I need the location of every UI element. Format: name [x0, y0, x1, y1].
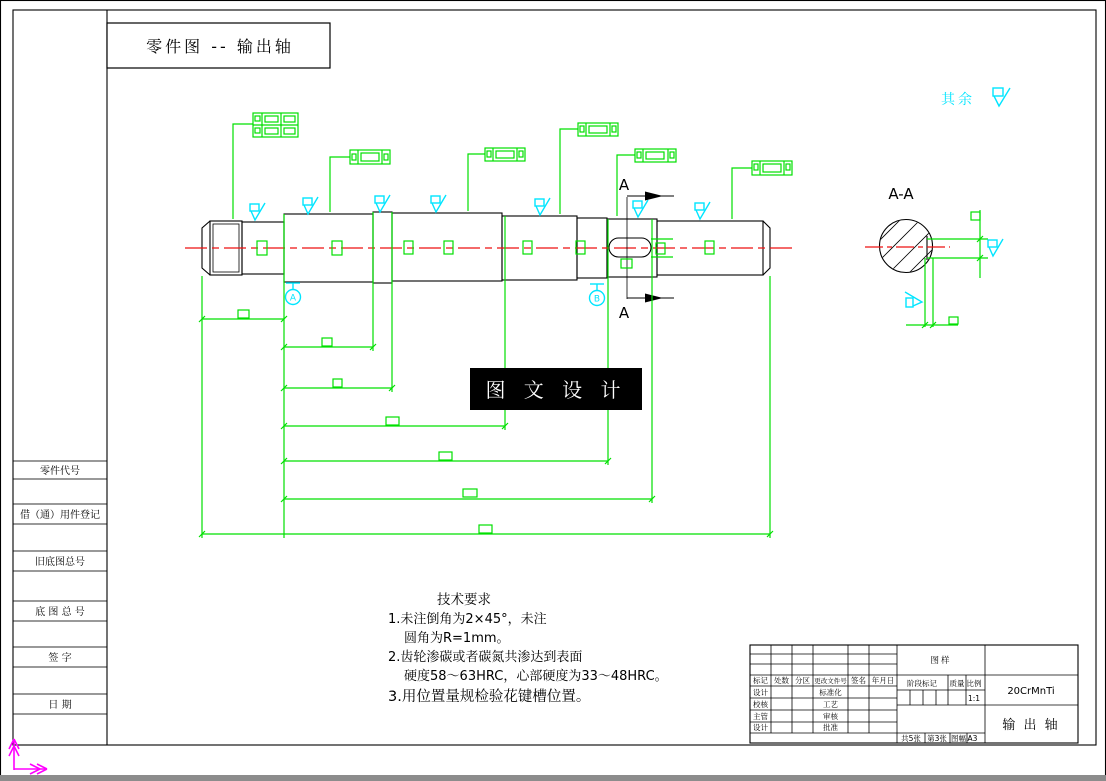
- roughness-icon: [431, 195, 446, 212]
- svg-text:B: B: [593, 294, 601, 305]
- section-arrow-label: A: [618, 176, 630, 194]
- tb-rev-header: 年月日: [871, 676, 895, 685]
- section-arrow-label: A: [618, 304, 630, 322]
- surface-default-label: 其余: [941, 92, 975, 108]
- dim-line: [281, 452, 611, 464]
- sidebar: [13, 461, 107, 714]
- tb-rev-header: 更改文件号: [814, 677, 847, 685]
- tolerance-frames: [233, 113, 792, 219]
- roughness-icon: [905, 292, 922, 307]
- tb-role: 主管: [753, 712, 768, 721]
- sidebar-label: 旧底图总号: [35, 557, 85, 568]
- watermark-text: 图 文 设 计: [485, 378, 627, 402]
- section-hatching: [860, 190, 985, 313]
- tech-requirements: [388, 591, 668, 705]
- tb-stage-header: 比例: [966, 679, 982, 688]
- title-block: [750, 645, 1078, 743]
- section-cut: [619, 176, 674, 322]
- tb-rev-header: 标记: [753, 676, 768, 685]
- roughness-icon: [250, 203, 265, 220]
- tech-req-line: 硬度58～63HRC，心部硬度为33～48HRC。: [404, 669, 668, 684]
- tb-scale-value: 1:1: [967, 694, 981, 703]
- tb-role: 设计: [753, 688, 768, 697]
- datum-flag-a: [286, 283, 301, 305]
- tolerance-frame: [732, 161, 792, 219]
- tb-rev-header: 分区: [795, 676, 810, 685]
- dim-line: [281, 338, 376, 350]
- ucs-axis-icon: [9, 739, 47, 774]
- tb-sheet-info: 图幅: [951, 734, 966, 743]
- datum-flag-b: [590, 284, 605, 306]
- tech-req-line: 3.用位置量规检验花键槽位置。: [388, 689, 591, 705]
- default-roughness-note: [941, 88, 1010, 108]
- title-box: [107, 23, 330, 68]
- watermark: [470, 368, 642, 410]
- tech-req-line: 1.未注倒角为2×45°，未注: [388, 612, 547, 627]
- tb-drawing-label: 图样: [930, 656, 952, 666]
- sidebar-label: 零件代号: [40, 466, 80, 477]
- svg-text:A: A: [289, 293, 297, 304]
- tech-req-line: 圆角为R=1mm。: [404, 631, 510, 646]
- tech-req-line: 2.齿轮渗碳或者碳氮共渗达到表面: [388, 650, 583, 665]
- sidebar-label: 日 期: [48, 700, 72, 711]
- tb-stage-header: 阶段标记: [907, 679, 937, 688]
- page-title: 零件图 -- 输出轴: [146, 37, 294, 56]
- tb-rev-header: 处数: [774, 676, 789, 685]
- roughness-icon: [303, 197, 318, 214]
- dim-line: [281, 379, 395, 391]
- tb-role: 标准化: [819, 688, 842, 697]
- datum-flags: [286, 283, 605, 306]
- tb-sheet-info: A3: [967, 734, 978, 743]
- sidebar-label: 底 图 总 号: [35, 607, 85, 618]
- tech-req-heading: 技术要求: [437, 592, 491, 608]
- tb-sheet-info: 共5张: [901, 734, 921, 743]
- tolerance-frame: [560, 123, 618, 214]
- surface-roughness-icons: [250, 195, 710, 220]
- dim-line: [281, 489, 655, 502]
- roughness-icon: [988, 239, 1003, 256]
- tb-role: 工艺: [823, 700, 838, 709]
- tb-rev-header: 签名: [851, 676, 866, 685]
- roughness-icon: [535, 198, 550, 215]
- dim-line: [199, 310, 287, 322]
- tb-role: 审核: [823, 712, 838, 721]
- roughness-icon: [633, 200, 648, 217]
- tolerance-frame: [468, 148, 525, 211]
- tb-role: 批准: [823, 723, 838, 732]
- tb-role: 校核: [753, 700, 768, 709]
- roughness-icon: [993, 88, 1010, 106]
- tb-sheet-info: 第3张: [927, 734, 947, 743]
- roughness-icon: [375, 195, 390, 212]
- tb-role: 设计: [753, 723, 768, 732]
- tolerance-frame: [233, 113, 298, 219]
- section-view: [860, 185, 1003, 328]
- roughness-icon: [695, 202, 710, 219]
- sidebar-label: 借（通）用件登记: [20, 510, 100, 521]
- tb-part-name: 输 出 轴: [1002, 718, 1060, 733]
- dim-line: [281, 417, 508, 429]
- section-view-label: A-A: [888, 185, 914, 203]
- sidebar-label: 签 字: [48, 653, 72, 664]
- dim-line: [199, 525, 773, 537]
- tb-material: 20CrMnTi: [1007, 686, 1055, 697]
- tb-stage-header: 质量: [949, 679, 965, 688]
